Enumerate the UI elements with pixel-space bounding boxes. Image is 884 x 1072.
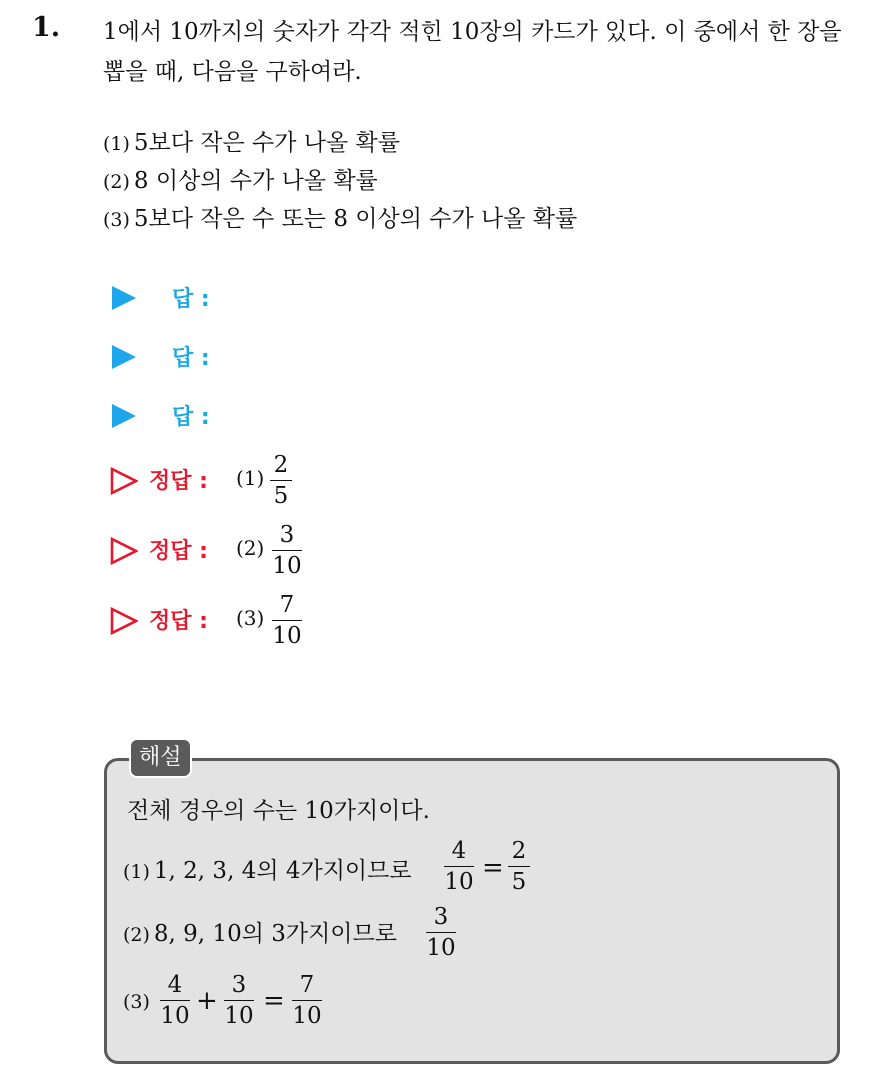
explanation-intro: 전체 경우의 수는 10가지이다.: [127, 798, 430, 824]
correct-label-1: 정답 :: [149, 469, 208, 494]
explanation-line-1: [123, 856, 412, 887]
denominator: 10: [444, 869, 474, 895]
correct-fraction-3: [272, 592, 302, 649]
correct-number-3: (3): [236, 606, 265, 630]
outline-triangle-icon: [110, 467, 138, 495]
correct-fraction-1: [270, 452, 292, 509]
correct-label-3: 정답 :: [149, 609, 208, 634]
explanation-fraction: [224, 972, 254, 1029]
explanation-label: (3): [123, 991, 150, 1013]
explanation-tag: 해설: [129, 738, 192, 778]
sub-question-label: (1): [103, 133, 130, 155]
numerator: 3: [279, 522, 295, 548]
correct-number-2: (2): [236, 536, 265, 560]
explanation-fraction: [444, 838, 474, 895]
sub-question-label: (3): [103, 209, 130, 231]
plus-sign: +: [196, 986, 218, 1016]
sub-question-1: [103, 128, 400, 159]
outline-triangle-icon: [110, 537, 138, 565]
denominator: 10: [426, 935, 456, 961]
sub-question-text: 8 이상의 수가 나올 확률: [133, 168, 378, 194]
explanation-text: 1, 2, 3, 4의 4가지이므로: [153, 858, 412, 884]
play-triangle-icon: [112, 345, 136, 369]
denominator: 10: [224, 1003, 254, 1029]
equals-sign: =: [263, 986, 285, 1016]
numerator: 4: [451, 838, 467, 864]
numerator: 2: [273, 452, 289, 478]
explanation-fraction: [508, 838, 530, 895]
denominator: 5: [273, 483, 289, 509]
explanation-line-2: [123, 919, 397, 950]
explanation-fraction: [426, 904, 456, 961]
explanation-label: (1): [123, 861, 150, 883]
question-text: 1에서 10까지의 숫자가 각각 적힌 10장의 카드가 있다. 이 중에서 한 장을 뽑을 때, 다음을 구하여라.: [103, 19, 842, 85]
answer-prompt-2: 답 :: [172, 346, 210, 371]
explanation-fraction: [160, 972, 190, 1029]
answer-prompt-3: 답 :: [172, 405, 210, 430]
equals-sign: =: [482, 853, 504, 883]
denominator: 10: [272, 623, 302, 649]
numerator: 3: [433, 904, 449, 930]
numerator: 2: [511, 838, 527, 864]
numerator: 4: [167, 972, 183, 998]
sub-question-text: 5보다 작은 수가 나올 확률: [133, 130, 400, 156]
sub-question-3: [103, 204, 577, 235]
correct-label-2: 정답 :: [149, 539, 208, 564]
sub-question-2: [103, 166, 378, 197]
play-triangle-icon: [112, 286, 136, 310]
denominator: 5: [511, 869, 527, 895]
explanation-text: 8, 9, 10의 3가지이므로: [153, 921, 397, 947]
denominator: 10: [292, 1003, 322, 1029]
numerator: 7: [279, 592, 295, 618]
denominator: 10: [272, 553, 302, 579]
numerator: 7: [299, 972, 315, 998]
denominator: 10: [160, 1003, 190, 1029]
sub-question-label: (2): [103, 171, 130, 193]
answer-prompt-1: 답 :: [172, 287, 210, 312]
question-number: 1.: [32, 12, 61, 43]
explanation-line-3: [123, 986, 154, 1017]
outline-triangle-icon: [110, 607, 138, 635]
correct-number-1: (1): [236, 466, 265, 490]
sub-question-text: 5보다 작은 수 또는 8 이상의 수가 나올 확률: [133, 206, 578, 232]
correct-fraction-2: [272, 522, 302, 579]
numerator: 3: [231, 972, 247, 998]
play-triangle-icon: [112, 404, 136, 428]
explanation-fraction: [292, 972, 322, 1029]
explanation-label: (2): [123, 924, 150, 946]
